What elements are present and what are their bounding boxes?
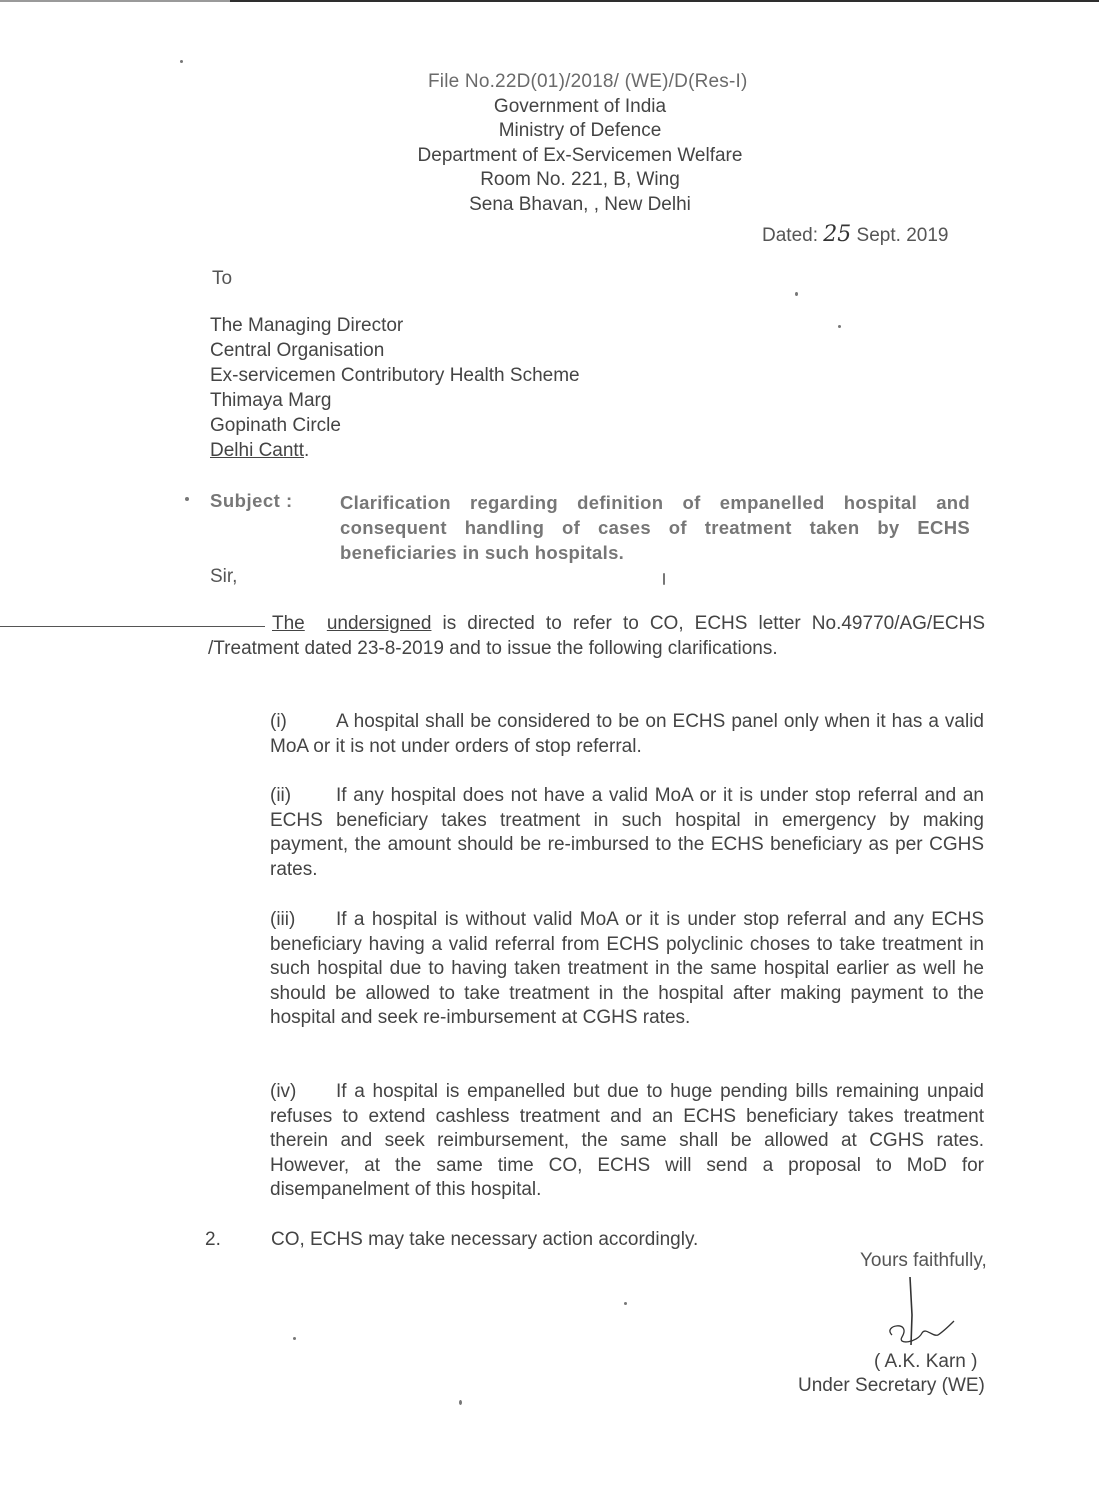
address-line-2: Central Organisation bbox=[210, 340, 385, 361]
signatory-designation: Under Secretary (WE) bbox=[798, 1375, 985, 1396]
address-line-6 bbox=[210, 438, 580, 463]
scan-speck bbox=[663, 573, 665, 585]
subject-label: Subject : bbox=[210, 490, 293, 511]
paragraph-1-underlined-word-1: The bbox=[272, 613, 305, 634]
scan-edge-top bbox=[230, 0, 1099, 8]
file-number: File No.22D(01)/2018/ (WE)/D(Res-I) bbox=[428, 71, 748, 92]
dated-line bbox=[762, 222, 948, 247]
clause-iii bbox=[270, 908, 984, 1031]
scan-speck bbox=[838, 325, 841, 328]
dated-month-year: Sept. 2019 bbox=[856, 225, 949, 246]
clause-text: If any hospital does not have a valid MoA or it is under stop referral and an ECHS beneficiary takes treatment in such hospital in emergency by making payment, the amount should be re-imbursed to the ECHS beneficiary as per CGHS rates. bbox=[270, 785, 984, 880]
paragraph-2 bbox=[205, 1229, 698, 1251]
paragraph-1-underlined-word-2: undersigned bbox=[326, 613, 432, 634]
scan-speck bbox=[459, 1400, 462, 1405]
address-line-1: The Managing Director bbox=[210, 315, 404, 336]
dated-label: Dated: bbox=[762, 225, 818, 246]
address-line-4: Thimaya Marg bbox=[210, 390, 332, 411]
clause-ii bbox=[270, 784, 984, 882]
paragraph-2-text: CO, ECHS may take necessary action accordingly. bbox=[271, 1229, 699, 1250]
subject-text: Clarification regarding definition of empanelled hospital and consequent handling of cases of treatment taken by ECHS beneficiaries in such hospitals. bbox=[340, 492, 970, 563]
clause-text: A hospital shall be considered to be on ECHS panel only when it has a valid MoA or it is not under orders of stop referral. bbox=[270, 711, 984, 757]
address-line-3: Ex-servicemen Contributory Health Scheme bbox=[210, 365, 580, 386]
clause-iv bbox=[270, 1080, 984, 1203]
dated-day-handwritten: 25 bbox=[823, 222, 852, 247]
clause-text: If a hospital is empanelled but due to huge pending bills remaining unpaid refuses to extend cashless treatment and an ECHS beneficiary takes treatment therein and seek reimbursement, the same shall be allowed at CGHS rates. However, at the same time CO, ECHS will send a proposal to MoD for disempanelment of this hospital. bbox=[270, 1081, 984, 1200]
clause-number: (i) bbox=[270, 711, 287, 732]
address-city: Delhi Cantt bbox=[210, 440, 304, 461]
scan-speck bbox=[293, 1337, 296, 1340]
header-line-ministry: Ministry of Defence bbox=[498, 120, 662, 141]
signatory-name: ( A.K. Karn ) bbox=[874, 1351, 978, 1372]
paragraph-1-text: is directed to refer to CO, ECHS letter No.49770/AG/ECHS /Treatment dated 23-8-2019 and to issue the following clarifications. bbox=[208, 613, 985, 659]
clause-number: (iv) bbox=[270, 1081, 297, 1102]
clause-number: (iii) bbox=[270, 909, 296, 930]
scan-speck bbox=[624, 1302, 627, 1305]
to-label: To bbox=[212, 268, 233, 289]
clause-i bbox=[270, 710, 984, 759]
address-line-5: Gopinath Circle bbox=[210, 415, 341, 436]
scan-speck bbox=[185, 497, 189, 501]
header-line-department: Department of Ex-Servicemen Welfare bbox=[417, 144, 743, 166]
closing: Yours faithfully, bbox=[860, 1250, 987, 1271]
scan-edge-left bbox=[0, 0, 230, 2]
header-line-address: Sena Bhavan, , New Delhi bbox=[469, 193, 691, 215]
scan-speck bbox=[180, 60, 183, 63]
clause-text: If a hospital is without valid MoA or it is under stop referral and any ECHS beneficiary having a valid referral from ECHS polyclinic choses to take treatment in such hospital due to having taken treatment in the same hospital earlier as well he should be allowed to take treatment in the hospital after making payment to the hospital and seek re-imbursement at CGHS rates. bbox=[270, 909, 984, 1028]
address-period: . bbox=[304, 440, 310, 461]
header-line-room: Room No. 221, B, Wing bbox=[480, 169, 680, 190]
recipient-address bbox=[210, 313, 580, 463]
paragraph-1 bbox=[208, 612, 985, 661]
signature-mark bbox=[872, 1275, 972, 1355]
letter-header bbox=[300, 70, 860, 217]
salutation: Sir, bbox=[210, 566, 238, 587]
scan-speck bbox=[795, 292, 798, 296]
paragraph-2-number: 2. bbox=[205, 1229, 221, 1250]
clause-number: (ii) bbox=[270, 785, 292, 806]
header-line-government: Government of India bbox=[493, 95, 667, 117]
